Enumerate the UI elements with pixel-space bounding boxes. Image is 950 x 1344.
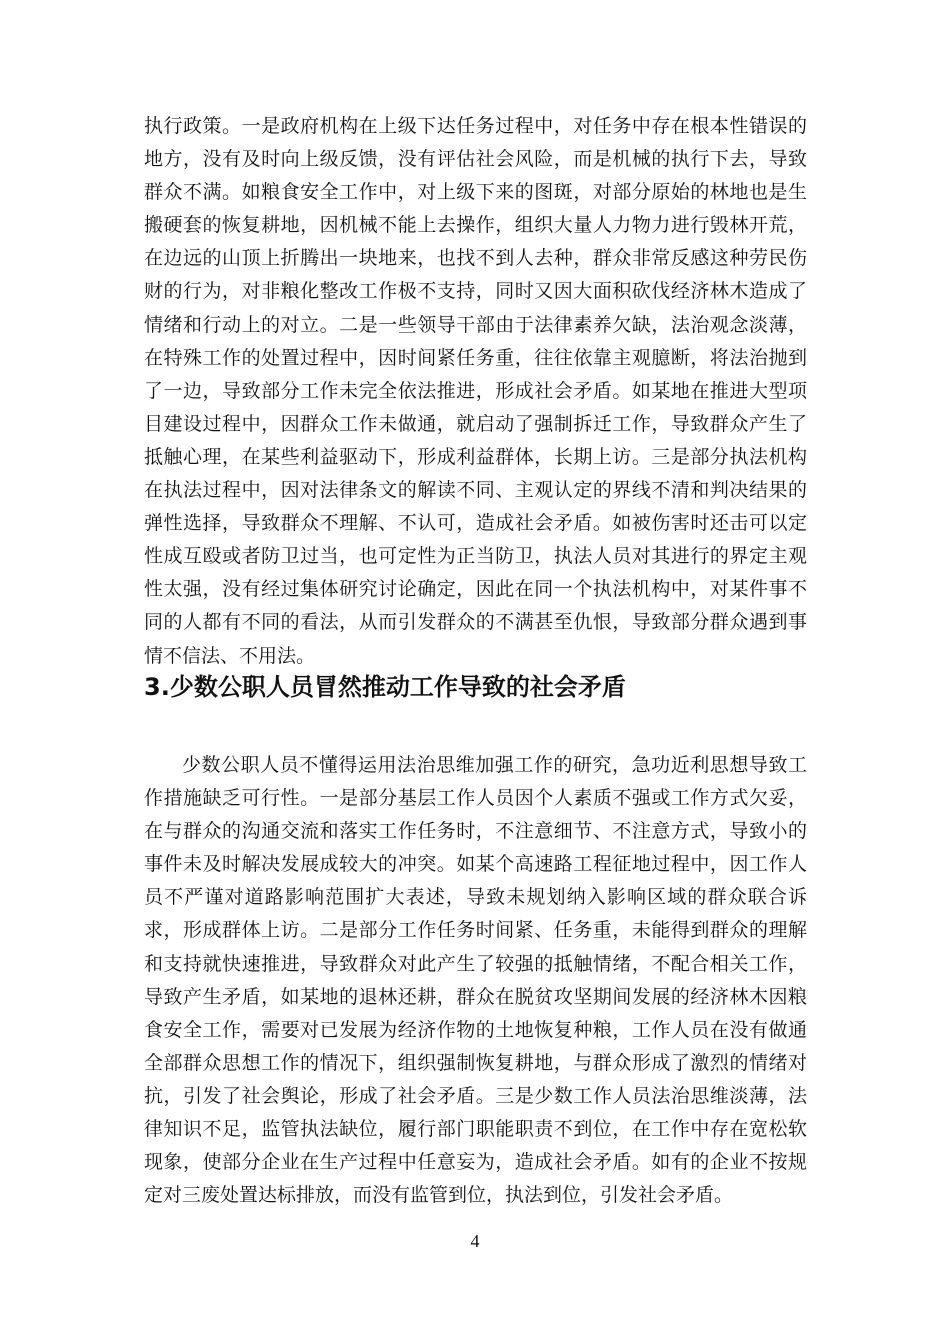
page-number: 4 [470, 1231, 480, 1251]
body-paragraph: 执行政策。一是政府机构在上级下达任务过程中，对任务中存在根本性错误的地方，没有及时向上级反馈，没有评估社会风险，而是机械的执行下去，导致群众不满。如粮食安全工作中，对上级下来的图斑，对部分原始的林地也是生搬硬套的恢复耕地，因机械不能上去操作，组织大量人力物力进行毁林开荒，在边远的山顶上折腾出一块地来，也找不到人去种，群众非常反感这种劳民伤财的行为，对非粮化整改工作极不支持，同时又因大面积砍伐经济林木造成了情绪和行动上的对立。二是一些领导干部由于法律素养欠缺，法治观念淡薄，在特殊工作的处置过程中，因时间紧任务重，往往依靠主观臆断，将法治抛到了一边，导致部分工作未完全依法推进，形成社会矛盾。如某地在推进大型项目建设过程中，因群众工作未做通，就启动了强制拆迁工作，导致群众产生了抵触心理，在某些利益驱动下，形成利益群体，长期上访。三是部分执法机构在执法过程中，因对法律条文的解读不同、主观认定的界线不清和判决结果的弹性选择，导致群众不理解、不认可，造成社会矛盾。如被伤害时还击可以定性成互殴或者防卫过当，也可定性为正当防卫，执法人员对其进行的界定主观性太强，没有经过集体研究讨论确定，因此在同一个执法机构中，对某件事不同的人都有不同的看法，从而引发群众的不满甚至仇恨，导致部分群众遇到事情不信法、不用法。 [144, 115, 807, 667]
section-heading: 3.少数公职人员冒然推动工作导致的社会矛盾 [144, 673, 626, 701]
body-paragraph: 少数公职人员不懂得运用法治思维加强工作的研究，急功近利思想导致工作措施缺乏可行性。一是部分基层工作人员因个人素质不强或工作方式欠妥，在与群众的沟通交流和落实工作任务时，不注意细节、不注意方式，导致小的事件未及时解决发展成较大的冲突。如某个高速路工程征地过程中，因工作人员不严谨对道路影响范围扩大表述，导致未规划纳入影响区域的群众联合诉求，形成群体上访。二是部分工作任务时间紧、任务重，未能得到群众的理解和支持就快速推进，导致群众对此产生了较强的抵触情绪，不配合相关工作，导致产生矛盾，如某地的退林还耕，群众在脱贫攻坚期间发展的经济林木因粮食安全工作，需要对已发展为经济作物的土地恢复种粮，工作人员在没有做通全部群众思想工作的情况下，组织强制恢复耕地，与群众形成了激烈的情绪对抗，引发了社会舆论，形成了社会矛盾。三是少数工作人员法治思维淡薄，法律知识不足，监管执法缺位，履行部门职能职责不到位，在工作中存在宽松软现象，使部分企业在生产过程中任意妄为，造成社会矛盾。如有的企业不按规定对三废处置达标排放，而没有监管到位，执法到位，引发社会矛盾。 [144, 754, 807, 1207]
